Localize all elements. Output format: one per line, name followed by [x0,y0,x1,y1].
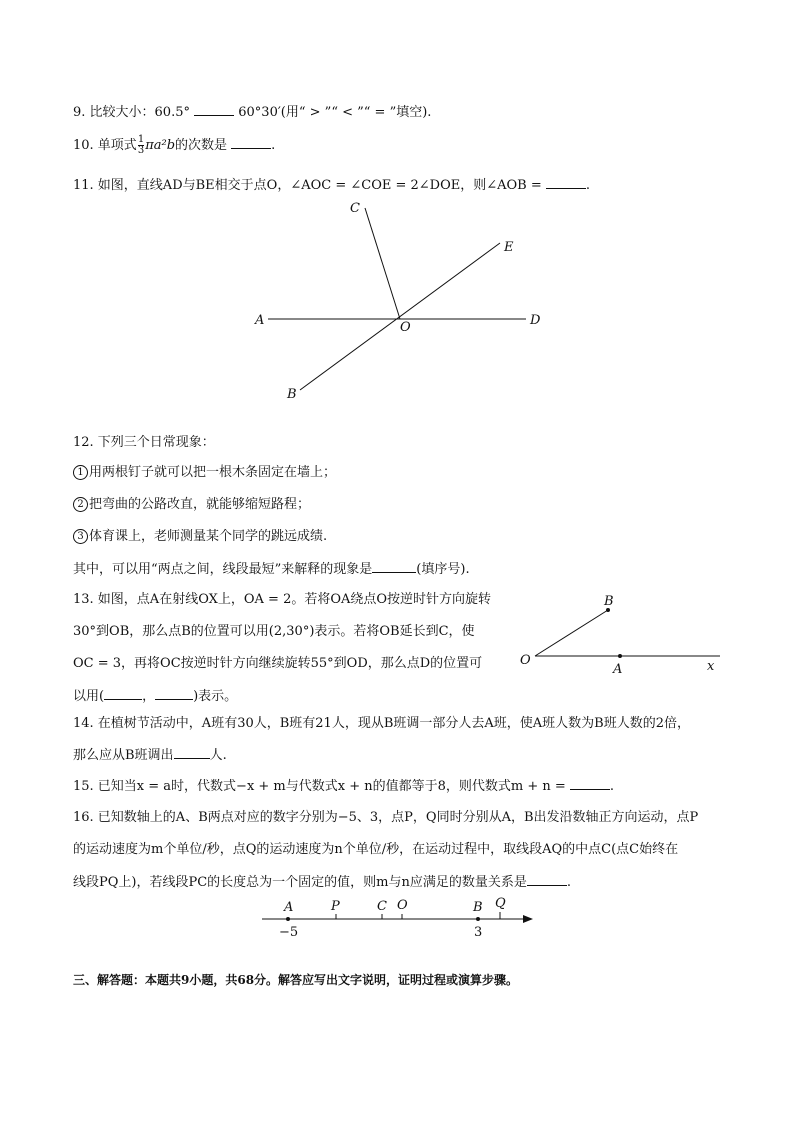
q9-answer-blank[interactable] [194,103,234,116]
q9-prefix: 9. 比较大小：60.5° [73,105,190,120]
label-B: B [604,594,614,609]
question-11 [73,176,590,195]
value-A: −5 [279,925,299,940]
value-B: 3 [474,925,483,940]
q10-term: πa²b [145,138,176,153]
q11-figure [250,200,550,410]
q9-suffix: 60°30′(用“ > ”“ < ”“ = ”填空). [238,105,432,120]
q13-line2: 30°到OB，那么点B的位置可以用(2,30°)表示。若将OB延长到C，使 [73,624,475,639]
ray-OC [365,208,400,319]
q10-suffix: 的次数是 [175,138,228,153]
label-B: B [473,900,483,915]
question-15: 15. 已知当x = a时，代数式−x + m与代数式x + n的值都等于8，则代数式m + n = . [73,779,615,794]
q12-conclusion: 其中，可以用“两点之间，线段最短”来解释的现象是 (填序号). [73,562,470,577]
question-12-intro: 12. 下列三个日常现象： [73,435,215,450]
q16-answer-blank[interactable] [527,873,567,886]
label-D: D [530,313,541,328]
q16-line1: 16. 已知数轴上的A、B两点对应的数字分别为−5、3，点P，Q同时分别从A，B出发沿数轴正方向运动，点P [73,810,699,825]
label-B: B [287,387,297,402]
label-O: O [397,898,408,913]
point-A [618,654,622,658]
q10-end: . [271,138,276,153]
q13-line1: 13. 如图，点A在射线OX上，OA = 2。若将OA绕点O按逆时针方向旋转 [73,592,492,607]
line-BE [300,243,500,390]
q11-answer-blank[interactable] [546,176,586,189]
ray-OB [535,610,608,656]
q12-item-3: 3 体育课上，老师测量某个同学的跳远成绩. [73,528,327,546]
point-B [476,917,480,921]
label-C: C [350,201,360,216]
q16-line3: 线段PQ上)，若线段PC的长度总为一个固定的值，则m与n应满足的数量关系是 . [73,875,572,890]
label-x: x [707,659,715,674]
question-9 [73,103,431,122]
label-C: C [377,899,387,914]
q12-item-2: 2 把弯曲的公路改直，就能够缩短路程； [73,496,310,514]
q14-line2: 那么应从B班调出 人. [73,748,227,763]
q16-number-line [255,893,545,943]
q12-item-1: 1 用两根钉子就可以把一根木条固定在墙上； [73,464,336,482]
label-O: O [520,653,531,668]
q13-line3: OC = 3，再将OC按逆时针方向继续旋转55°到OD，那么点D的位置可 [73,656,483,671]
q12-answer-blank[interactable] [372,560,416,573]
q14-line1: 14. 在植树节活动中，A班有30人，B班有21人，现从B班调一部分人去A班，使A班人数为B班人数的2倍， [73,716,690,731]
q10-fraction: $\frac{1}{3}$ [137,134,145,156]
label-A: A [284,900,294,915]
question-10 [73,135,275,156]
q15-answer-blank[interactable] [570,777,610,790]
label-A: A [255,313,265,328]
section-3-heading: 三、解答题：本题共9小题，共68分。解答应写出文字说明，证明过程或演算步骤。 [73,973,519,987]
label-Q: Q [495,896,506,911]
q13-blank-1[interactable] [104,687,142,700]
label-E: E [504,240,514,255]
point-A [286,917,290,921]
q10-prefix: 10. 单项式 [73,138,137,153]
label-O: O [400,320,411,335]
q16-line2: 的运动速度为m个单位/秒，点Q的运动速度为n个单位/秒，在运动过程中，取线段AQ的中点C(点C始终在 [73,842,679,857]
label-A: A [613,662,623,677]
axis-arrow [523,915,533,923]
q10-answer-blank[interactable] [231,136,271,149]
q11-text: 11. 如图，直线AD与BE相交于点O，∠AOC = ∠COE = 2∠DOE，则∠AOB = [73,178,546,193]
q13-line4: 以用( ， )表示。 [73,689,238,704]
q11-end: . [585,178,591,193]
q13-blank-2[interactable] [155,687,193,700]
label-P: P [331,899,340,914]
q14-answer-blank[interactable] [174,746,210,759]
q13-figure [510,590,730,680]
